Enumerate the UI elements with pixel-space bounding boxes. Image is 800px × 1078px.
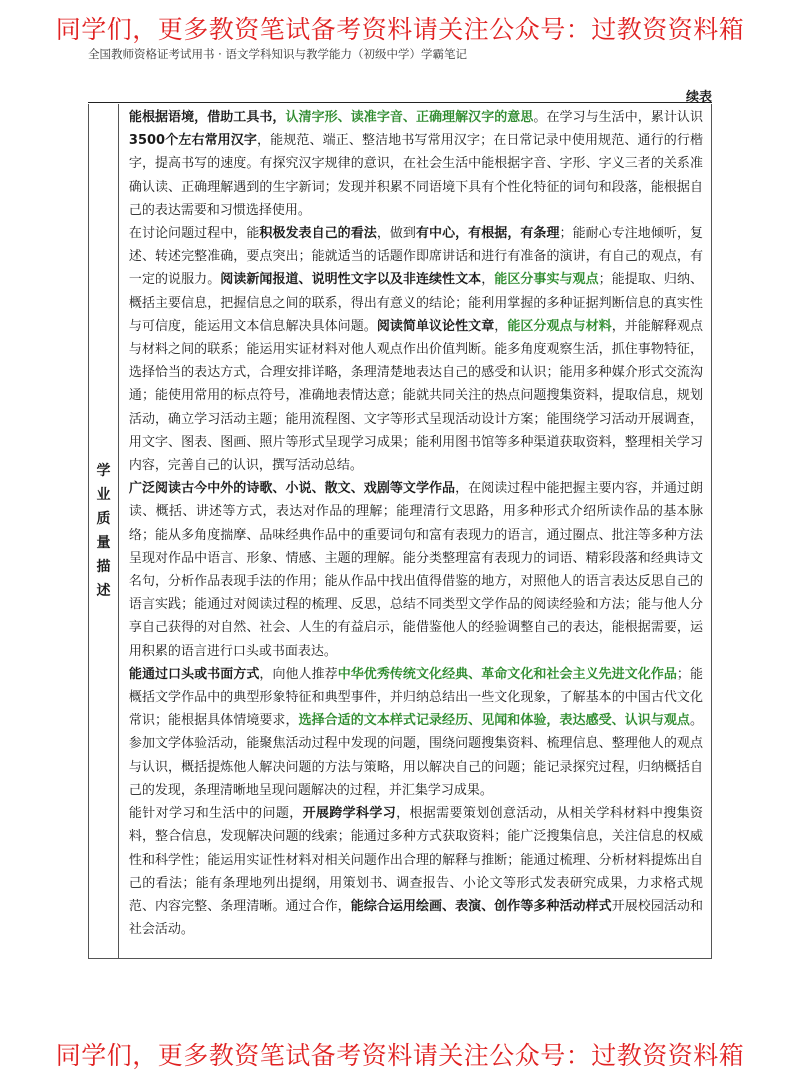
row-label-char: 质 bbox=[96, 511, 111, 527]
text-run: ；能耐心专注地倾听，复述、转述完整准确，要点突出；能就适当的话题作即席讲话和进行有准备的演讲，有自己的观点，有一定的说服力。 bbox=[128, 226, 703, 288]
text-run: ；能概括文学作品中的典型形象特征和典型事件，并归纳总结出一些文化现象，了解基本的中国古代文化常识；能根据具体情境要求， bbox=[128, 666, 703, 729]
highlight-phrase: 能区分观点与材料 bbox=[507, 318, 612, 334]
promo-banner-top: 同学们，更多教资笔试备考资料请关注公众号：过教资资料箱 bbox=[55, 15, 745, 44]
row-label bbox=[89, 104, 119, 958]
bold-phrase: 能通过口头或书面方式 bbox=[128, 666, 260, 682]
highlight-phrase: 选择合适的文本样式记录经历、见闻和体验，表达感受、认识与观点 bbox=[298, 713, 690, 729]
text-run: ；能提取、归纳、概括主要信息，把握信息之间的联系，得出有意义的结论；能利用掌握的多种证据判断信息的真实性与可信度，能运用文本信息解决具体问题。 bbox=[128, 272, 703, 334]
text-run: 在讨论问题过程中，能 bbox=[128, 226, 260, 242]
highlight-phrase: 认清字形、读准字音、正确理解汉字的意思 bbox=[285, 110, 534, 125]
description-paragraph bbox=[129, 663, 703, 802]
row-label-char: 述 bbox=[96, 583, 111, 599]
text-run: ，在阅读过程中能把握主要内容，并通过朗读、概括、讲述等方式，表达对作品的理解；能理清行文思路，用多种形式介绍所读作品的基本脉络；能从多角度揣摩、品味经典作品中的重要词句和富有表现力的语言，通过圈点、批注等多种方法呈现对作品中语言、形象、情感、主题的理解。能分类整理富有表现力的词语、精彩段落和经典诗文名句，分析作品表现手法的作用；能从作品中找出值得借鉴的地方，对照他人的语言表达反思自己的语言实践；能通过对阅读过程的梳理、反思，总结不同类型文学作品的阅读经验和方法；能与他人分享自己获得的对自然、社会、人生的有益启示，能借鉴他人的经验调整自己的表达，能根据需要，运用积累的语言进行口头或书面表达。 bbox=[128, 481, 703, 659]
description-paragraph bbox=[129, 477, 703, 663]
row-label-char: 量 bbox=[96, 535, 111, 551]
highlight-phrase: 中华优秀传统文化经典、革命文化和社会主义先进文化作品 bbox=[337, 666, 677, 682]
text-run: 。参加文学体验活动，能聚焦活动过程中发现的问题，围绕问题搜集资料、梳理信息、整理他人的观点与认识，概括提炼他人解决问题的方法与策略，用以解决自己的问题；能记录探究过程，归纳概括自己的发现，条理清晰地呈现问题解决的过程，并汇集学习成果。 bbox=[128, 713, 703, 798]
text-run: ， bbox=[494, 318, 508, 334]
bold-phrase: 积极发表自己的看法 bbox=[259, 226, 377, 242]
promo-banner-bottom: 同学们，更多教资笔试备考资料请关注公众号：过教资资料箱 bbox=[55, 1041, 745, 1070]
row-label-char: 业 bbox=[96, 487, 111, 503]
bold-phrase: 开展跨学科学习 bbox=[302, 806, 397, 822]
bold-phrase: 广泛阅读古今中外的诗歌、小说、散文、戏剧等文学作品 bbox=[128, 481, 456, 497]
table-top-rule bbox=[88, 102, 712, 103]
continued-label: 续表 bbox=[685, 90, 712, 105]
text-run: ，根据需要策划创意活动，从相关学科材料中搜集资料，整合信息，发现解决问题的线索；能通过多种方式获取资料；能广泛搜集信息，关注信息的权威性和科学性；能运用实证性材料对相关问题作出合理的解释与推断；能通过梳理、分析材料提炼出自己的看法；能有条理地列出提纲，用策划书、调查报告、小论文等形式发表研究成果，力求格式规范、内容完整、条理清晰。通过合作， bbox=[128, 806, 703, 914]
bold-phrase: 阅读新闻报道、说明性文字以及非连续性文本 bbox=[220, 272, 482, 288]
highlight-phrase: 能区分事实与观点 bbox=[494, 272, 599, 288]
text-run: ， bbox=[481, 272, 495, 288]
text-run: 。在学习与生活中，累计认识 bbox=[533, 110, 703, 125]
description-paragraph bbox=[129, 106, 703, 222]
row-label-char: 描 bbox=[96, 559, 111, 575]
description-content bbox=[119, 104, 711, 958]
bold-phrase: 3500个左右常用汉字 bbox=[128, 133, 258, 149]
quality-description-table bbox=[88, 104, 712, 959]
text-run: ，能规范、端正、整洁地书写常用汉字；在日常记录中使用规范、通行的行楷字，提高书写的速度。有探究汉字规律的意识，在社会生活中能根据字音、字形、字义三者的关系准确认读、正确理解遇到的生字新词；发现并积累不同语境下具有个性化特征的词句和段落，能根据自己的表达需要和习惯选择使用。 bbox=[128, 133, 703, 218]
description-paragraph bbox=[129, 222, 703, 477]
text-run: ，向他人推荐 bbox=[259, 666, 338, 682]
bold-phrase: 有中心，有根据，有条理 bbox=[415, 226, 560, 242]
text-run: ，做到 bbox=[376, 226, 416, 242]
text-run: ，并能解释观点与材料之间的联系；能运用实证材料对他人观点作出价值判断。能多角度观察生活，抓住事物特征，选择恰当的表达方式，合理安排详略，条理清楚地表达自己的感受和认识；能用多种媒介形式交流沟通；能使用常用的标点符号，准确地表情达意；能就共同关注的热点问题搜集资料，提取信息，规划活动，确立学习活动主题；能用流程图、文字等形式呈现活动设计方案；能围绕学习活动开展调查，用文字、图表、图画、照片等形式呈现学习成果；能利用图书馆等多种渠道获取资料，整理相关学习内容，完善自己的认识，撰写活动总结。 bbox=[128, 318, 703, 474]
description-paragraph bbox=[129, 802, 703, 941]
text-run: 能针对学习和生活中的问题， bbox=[128, 806, 303, 822]
bold-phrase: 能根据语境，借助工具书， bbox=[128, 110, 286, 125]
bold-phrase: 能综合运用绘画、表演、创作等多种活动样式 bbox=[350, 898, 612, 914]
text-run: 开展校园活动和社会活动。 bbox=[128, 898, 703, 938]
book-header: 全国教师资格证考试用书 · 语文学科知识与教学能力（初级中学）学霸笔记 bbox=[88, 47, 467, 61]
row-label-char: 学 bbox=[96, 463, 111, 479]
bold-phrase: 阅读简单议论性文章 bbox=[376, 318, 495, 334]
